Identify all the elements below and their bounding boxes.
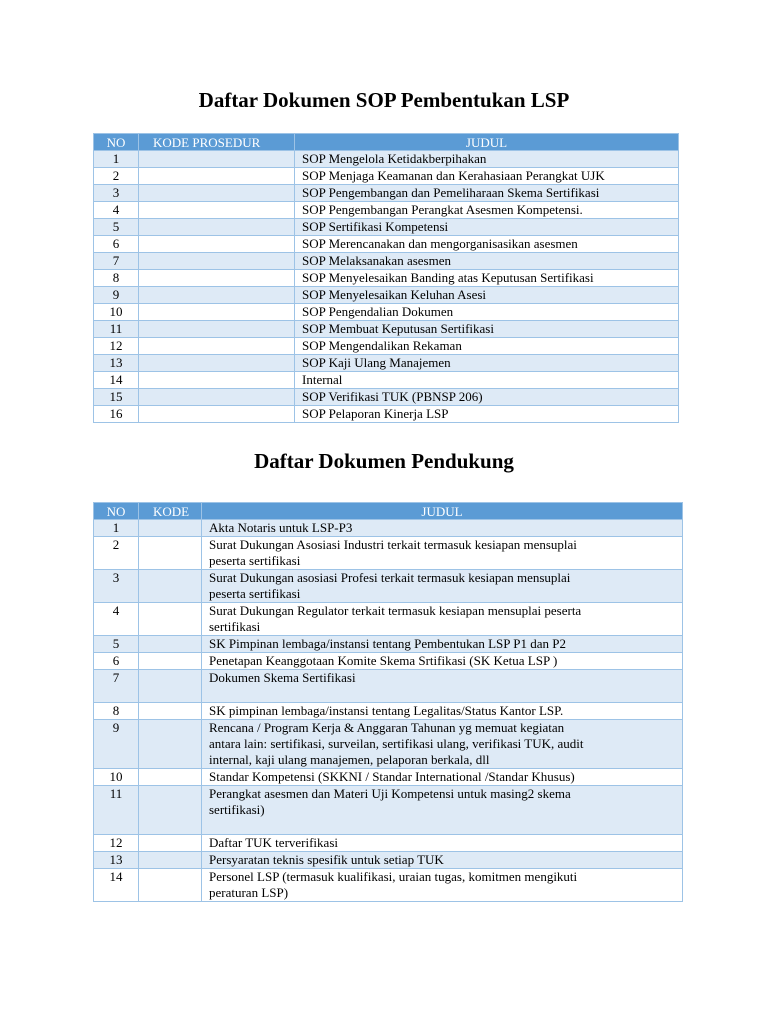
table-row [94, 219, 679, 236]
row-number: 10 [94, 769, 139, 786]
table-row [94, 202, 679, 219]
table-row [94, 769, 683, 786]
kode-prosedur-cell [139, 389, 295, 406]
row-number: 2 [94, 168, 139, 185]
table-row [94, 338, 679, 355]
judul-cell: Internal [295, 372, 679, 389]
table-row [94, 270, 679, 287]
table-row [94, 185, 679, 202]
judul-line: Dokumen Skema Sertifikasi [209, 670, 356, 685]
judul-cell: SOP Pengembangan dan Pemeliharaan Skema Sertifikasi [295, 185, 679, 202]
judul-cell: SOP Menjaga Keamanan dan Kerahasiaan Perangkat UJK [295, 168, 679, 185]
table-row [94, 835, 683, 852]
row-number: 7 [94, 670, 139, 703]
kode-cell [139, 703, 202, 720]
judul-cell [202, 835, 683, 852]
table-row [94, 603, 683, 636]
judul-cell: SOP Kaji Ulang Manajemen [295, 355, 679, 372]
kode-cell [139, 720, 202, 769]
header-kode: KODE [139, 503, 202, 520]
kode-prosedur-cell [139, 406, 295, 423]
row-number: 5 [94, 636, 139, 653]
pendukung-table [93, 502, 683, 902]
judul-line: Akta Notaris untuk LSP-P3 [209, 520, 353, 535]
row-number: 11 [94, 321, 139, 338]
row-number: 14 [94, 372, 139, 389]
kode-prosedur-cell [139, 270, 295, 287]
judul-line: Persyaratan teknis spesifik untuk setiap TUK [209, 852, 444, 867]
judul-line: Surat Dukungan asosiasi Profesi terkait termasuk kesiapan mensuplai [209, 570, 571, 585]
row-number: 2 [94, 537, 139, 570]
table-row [94, 304, 679, 321]
sop-table [93, 133, 679, 423]
judul-line: Standar Kompetensi (SKKNI / Standar International /Standar Khusus) [209, 769, 575, 784]
judul-cell: SOP Pengendalian Dokumen [295, 304, 679, 321]
table-row [94, 570, 683, 603]
kode-cell [139, 869, 202, 902]
judul-line: internal, kaji ulang manajemen, pelaporan berkala, dll [209, 752, 490, 767]
kode-cell [139, 636, 202, 653]
table-row [94, 168, 679, 185]
row-number: 13 [94, 355, 139, 372]
row-number: 1 [94, 520, 139, 537]
judul-cell: SOP Pelaporan Kinerja LSP [295, 406, 679, 423]
table-row [94, 786, 683, 835]
header-kode-prosedur: KODE PROSEDUR [139, 134, 295, 151]
judul-cell [202, 670, 683, 703]
table-row [94, 703, 683, 720]
kode-cell [139, 852, 202, 869]
header-judul: JUDUL [202, 503, 683, 520]
row-number: 3 [94, 570, 139, 603]
judul-cell: SOP Mengendalikan Rekaman [295, 338, 679, 355]
judul-line: sertifikasi [209, 619, 261, 634]
judul-line: Daftar TUK terverifikasi [209, 835, 338, 850]
judul-cell [202, 636, 683, 653]
judul-line: sertifikasi) [209, 802, 265, 817]
kode-prosedur-cell [139, 253, 295, 270]
table-row [94, 670, 683, 703]
row-number: 14 [94, 869, 139, 902]
kode-prosedur-cell [139, 321, 295, 338]
judul-cell: SOP Membuat Keputusan Sertifikasi [295, 321, 679, 338]
kode-cell [139, 769, 202, 786]
judul-cell [202, 570, 683, 603]
judul-cell [202, 869, 683, 902]
judul-cell: SOP Sertifikasi Kompetensi [295, 219, 679, 236]
table-row [94, 720, 683, 769]
judul-line: peserta sertifikasi [209, 586, 301, 601]
judul-cell: SOP Melaksanakan asesmen [295, 253, 679, 270]
table-row [94, 852, 683, 869]
judul-cell [202, 703, 683, 720]
header-judul: JUDUL [295, 134, 679, 151]
row-number: 3 [94, 185, 139, 202]
table-row [94, 520, 683, 537]
row-number: 6 [94, 653, 139, 670]
judul-cell: SOP Pengembangan Perangkat Asesmen Kompetensi. [295, 202, 679, 219]
judul-cell [202, 786, 683, 835]
kode-prosedur-cell [139, 151, 295, 168]
kode-cell [139, 835, 202, 852]
table-row [94, 236, 679, 253]
kode-cell [139, 570, 202, 603]
sop-table-header [94, 134, 679, 151]
row-number: 5 [94, 219, 139, 236]
table-row [94, 653, 683, 670]
table-row [94, 636, 683, 653]
kode-prosedur-cell [139, 219, 295, 236]
pendukung-list-title: Daftar Dokumen Pendukung [254, 449, 514, 473]
judul-line: Surat Dukungan Regulator terkait termasuk kesiapan mensuplai peserta [209, 603, 582, 618]
kode-cell [139, 786, 202, 835]
judul-line: Surat Dukungan Asosiasi Industri terkait termasuk kesiapan mensuplai [209, 537, 577, 552]
judul-cell: SOP Menyelesaikan Keluhan Asesi [295, 287, 679, 304]
table-row [94, 287, 679, 304]
judul-cell: SOP Mengelola Ketidakberpihakan [295, 151, 679, 168]
kode-cell [139, 653, 202, 670]
kode-cell [139, 537, 202, 570]
kode-cell [139, 603, 202, 636]
row-number: 11 [94, 786, 139, 835]
row-number: 12 [94, 338, 139, 355]
row-number: 15 [94, 389, 139, 406]
row-number: 9 [94, 720, 139, 769]
judul-cell [202, 653, 683, 670]
kode-prosedur-cell [139, 372, 295, 389]
row-number: 10 [94, 304, 139, 321]
table-row [94, 151, 679, 168]
row-number: 8 [94, 703, 139, 720]
header-no: NO [94, 134, 139, 151]
kode-cell [139, 520, 202, 537]
judul-line: SK Pimpinan lembaga/instansi tentang Pembentukan LSP P1 dan P2 [209, 636, 566, 651]
row-number: 16 [94, 406, 139, 423]
judul-cell [202, 720, 683, 769]
kode-prosedur-cell [139, 185, 295, 202]
judul-cell [202, 603, 683, 636]
table-row [94, 389, 679, 406]
table-row [94, 321, 679, 338]
table-row [94, 372, 679, 389]
judul-cell: SOP Menyelesaikan Banding atas Keputusan Sertifikasi [295, 270, 679, 287]
row-number: 13 [94, 852, 139, 869]
kode-prosedur-cell [139, 338, 295, 355]
judul-line [209, 686, 682, 702]
row-number: 8 [94, 270, 139, 287]
judul-cell: SOP Verifikasi TUK (PBNSP 206) [295, 389, 679, 406]
sop-list-title: Daftar Dokumen SOP Pembentukan LSP [198, 88, 570, 112]
judul-cell [202, 852, 683, 869]
row-number: 9 [94, 287, 139, 304]
row-number: 7 [94, 253, 139, 270]
kode-cell [139, 670, 202, 703]
kode-prosedur-cell [139, 355, 295, 372]
kode-prosedur-cell [139, 202, 295, 219]
table-row [94, 537, 683, 570]
judul-line [209, 818, 682, 834]
judul-cell [202, 769, 683, 786]
header-no: NO [94, 503, 139, 520]
judul-line: Rencana / Program Kerja & Anggaran Tahunan yg memuat kegiatan [209, 720, 565, 735]
row-number: 4 [94, 202, 139, 219]
kode-prosedur-cell [139, 236, 295, 253]
row-number: 6 [94, 236, 139, 253]
kode-prosedur-cell [139, 304, 295, 321]
judul-cell [202, 537, 683, 570]
judul-line: SK pimpinan lembaga/instansi tentang Legalitas/Status Kantor LSP. [209, 703, 564, 718]
judul-cell: SOP Merencanakan dan mengorganisasikan asesmen [295, 236, 679, 253]
judul-line: Penetapan Keanggotaan Komite Skema Srtifikasi (SK Ketua LSP ) [209, 653, 558, 668]
kode-prosedur-cell [139, 287, 295, 304]
table-row [94, 253, 679, 270]
row-number: 12 [94, 835, 139, 852]
sop-table-body [94, 151, 679, 423]
kode-prosedur-cell [139, 168, 295, 185]
row-number: 4 [94, 603, 139, 636]
pendukung-table-body [94, 520, 683, 902]
judul-line: peserta sertifikasi [209, 553, 301, 568]
table-row [94, 869, 683, 902]
table-row [94, 355, 679, 372]
judul-cell [202, 520, 683, 537]
table-row [94, 406, 679, 423]
judul-line: Perangkat asesmen dan Materi Uji Kompetensi untuk masing2 skema [209, 786, 571, 801]
row-number: 1 [94, 151, 139, 168]
judul-line: antara lain: sertifikasi, surveilan, sertifikasi ulang, verifikasi TUK, audit [209, 736, 584, 751]
judul-line: peraturan LSP) [209, 885, 289, 900]
judul-line: Personel LSP (termasuk kualifikasi, uraian tugas, komitmen mengikuti [209, 869, 578, 884]
pendukung-table-header [94, 503, 683, 520]
